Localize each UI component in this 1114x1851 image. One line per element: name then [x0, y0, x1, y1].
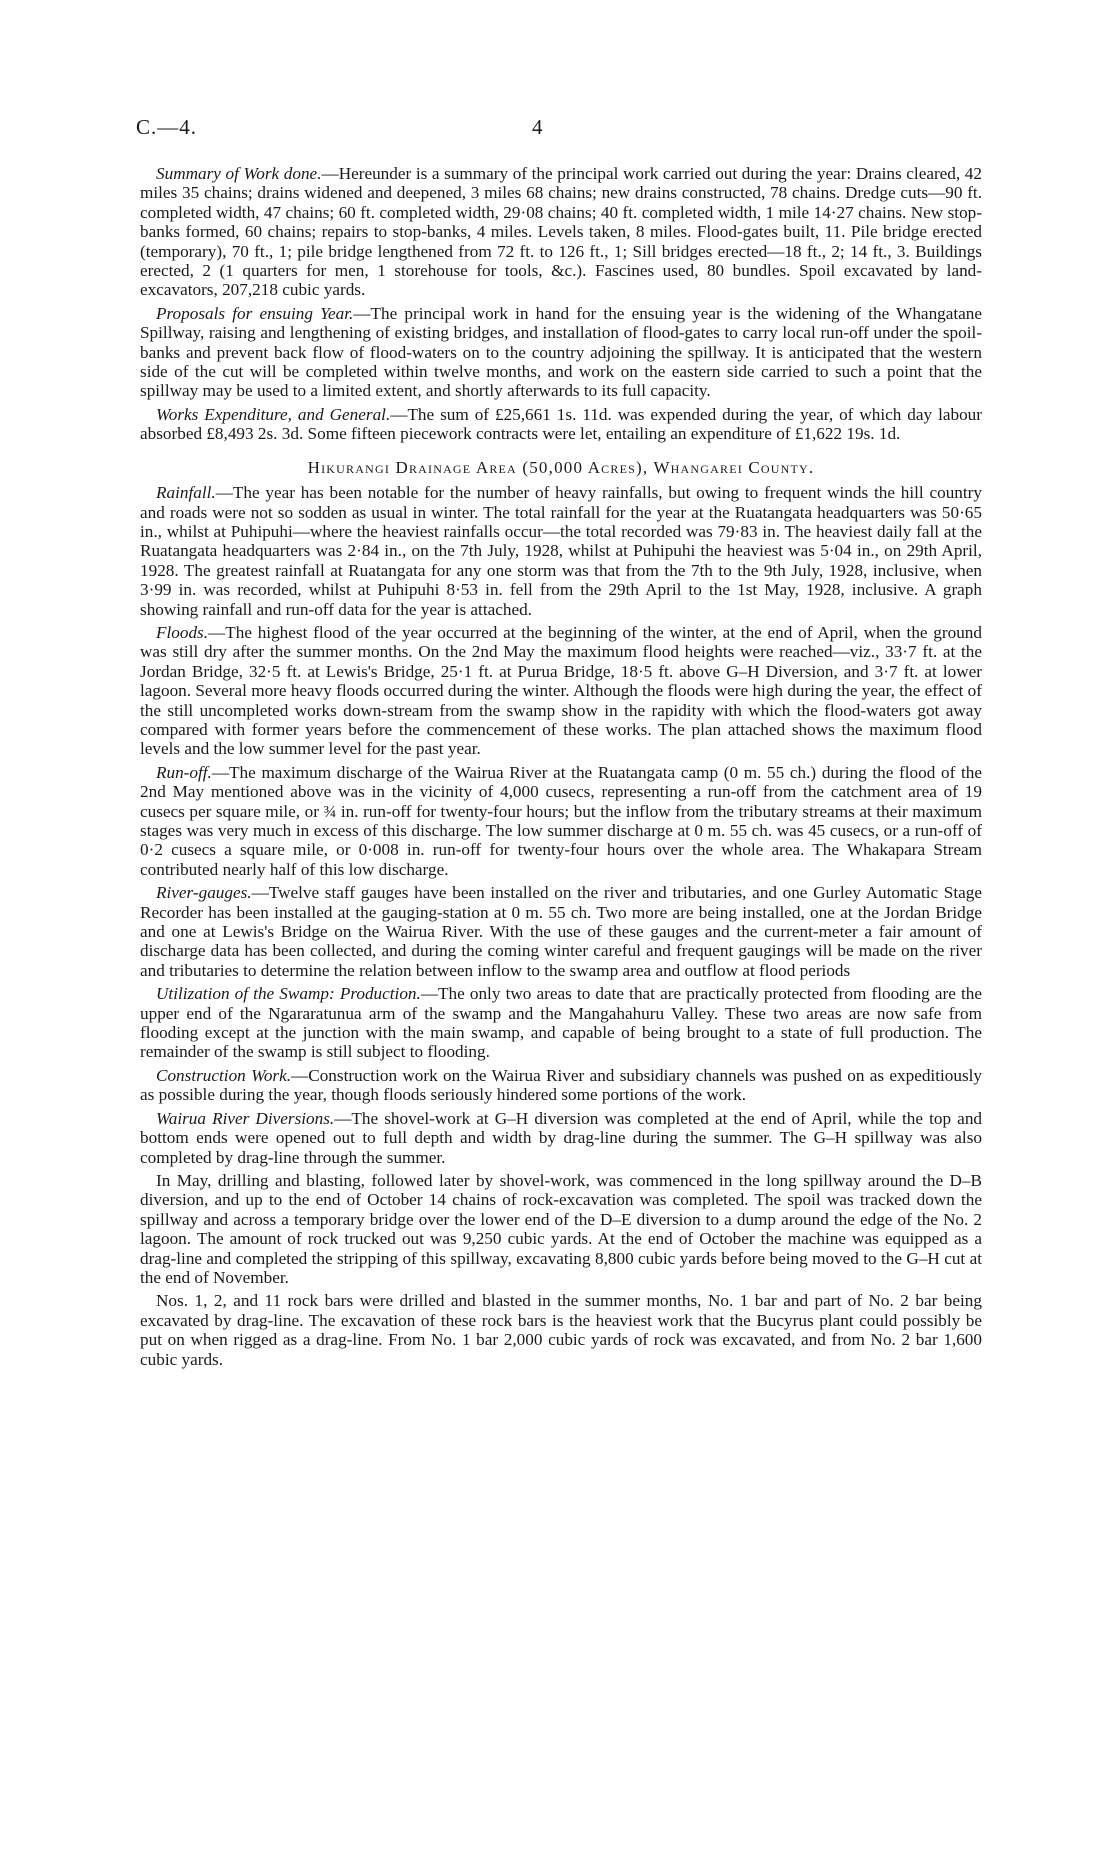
paragraph-floods: [140, 623, 982, 759]
paragraph-title: Wairua River Diversions.: [156, 1108, 335, 1128]
paragraph-body: In May, drilling and blasting, followed later by shovel-work, was commenced in the long spillway around the D–B diversion, and up to the end of October 14 chains of rock-excavation was completed. The spoil was tracked down the spillway and across a temporary bridge over the lower end of the D–E diversion to a dump around the edge of the No. 2 lagoon. The amount of rock trucked out was 9,250 cubic yards. At the end of October the machine was equipped as a drag-line and completed the stripping of this spillway, excavating 8,800 cubic yards before being moved to the G–H cut at the end of November.: [140, 1170, 982, 1287]
paragraph-proposals: [140, 304, 982, 401]
section-top: [140, 164, 982, 444]
paragraph-body: —Construction work on the Wairua River and subsidiary channels was pushed on as expeditiously as possible during the year, though floods seriously hindered some portions of the work.: [140, 1065, 983, 1105]
paragraph-title: River-gauges.: [156, 883, 252, 903]
paragraph-utilization: [140, 984, 982, 1062]
paragraph-title: Works Expenditure, and General.: [156, 404, 391, 424]
paragraph-body: —The shovel-work at G–H diversion was completed at the end of April, while the top and bottom ends were opened out to full depth and width by drag-line during the summer. The G–H spillway was also completed by drag-line through the summer.: [140, 1108, 983, 1167]
paragraph-summary-of-work: [140, 164, 982, 300]
paragraph-title: Run-off.: [156, 762, 212, 782]
paragraph-body: Nos. 1, 2, and 11 rock bars were drilled and blasted in the summer months, No. 1 bar and part of No. 2 bar being excavated by drag-line. The excavation of these rock bars is the heaviest work that the Bucyrus plant could possibly be put on when rigged as a drag-line. From No. 1 bar 2,000 cubic yards of rock was excavated, and from No. 2 bar 1,600 cubic yards.: [140, 1291, 982, 1369]
paragraph-rock-bars: [140, 1291, 982, 1369]
paragraph-river-gauges: [140, 883, 982, 980]
section-heading-hikurangi: Hikurangi Drainage Area (50,000 Acres), Whangarei County.: [307, 457, 815, 477]
paragraph-body: —Twelve staff gauges have been installed on the river and tributaries, and one Gurley Automatic Stage Recorder has been installed at the gauging-station at 0 m. 55 ch. Two more are being installed, one at the Jordan Bridge and one at Lewis's Bridge on the Wairua River. With the use of these gauges and the current-meter a fair amount of discharge data has been collected, and during the coming winter careful and frequent gaugings will be made on the river and tributaries to determine the relation between inflow to the swamp area and outflow at flood periods: [140, 883, 982, 980]
paragraph-spillway-work: [140, 1171, 982, 1287]
page-header: [136, 115, 982, 144]
section-hikurangi: [140, 483, 982, 1369]
document-reference: C.—4.: [136, 115, 198, 139]
paragraph-title: Rainfall.: [156, 483, 216, 503]
paragraph-title: Floods.: [156, 622, 209, 642]
paragraph-body: —The principal work in hand for the ensuing year is the widening of the Whangatane Spillway, raising and lengthening of existing bridges, and installation of flood-gates to carry local run-off under the spoil-banks and prevent back flow of flood-waters on to the country adjoining the spillway. It is anticipated that the western side of the cut will be completed within twelve months, and work on the eastern side carried to such a point that the spillway may be used to a limited extent, and shortly afterwards to its full capacity.: [140, 303, 983, 401]
paragraph-wairua-diversions: [140, 1109, 982, 1167]
paragraph-body: —The sum of £25,661 1s. 11d. was expended during the year, of which day labour absorbed £8,493 2s. 3d. Some fifteen piecework contracts were let, entailing an expenditure of £1,622 19s. 1d.: [140, 404, 982, 444]
paragraph-run-off: [140, 763, 982, 879]
paragraph-title: Summary of Work done.: [156, 164, 322, 183]
paragraph-rainfall: [140, 483, 982, 619]
paragraph-body: —The highest flood of the year occurred at the beginning of the winter, at the end of April, when the ground was still dry after the summer months. On the 2nd May the maximum flood heights were reached—viz., 33·7 ft. at the Jordan Bridge, 32·5 ft. at Lewis's Bridge, 25·1 ft. at Purua Bridge, 18·5 ft. above G–H Diversion, and 3·7 ft. at lower lagoon. Several more heavy floods occurred during the winter. Although the floods were high during the year, the effect of the still uncompleted works down-stream from the swamp show in the rapidity with which the flood-waters got away compared with former years before the commencement of these works. The plan attached shows the maximum flood levels and the low summer level for the past year.: [140, 622, 982, 759]
paragraph-body: —The year has been notable for the number of heavy rainfalls, but owing to frequent winds the hill country and roads were not so sodden as usual in winter. The total rainfall for the year at the Ruatangata headquarters was 50·65 in., whilst at Puhipuhi—where the heaviest rainfalls occur—the total recorded was 79·83 in. The heaviest daily fall at the Ruatangata headquarters was 2·84 in., on the 7th July, 1928, whilst at Puhipuhi the heaviest was 5·04 in., on 29th April, 1928. The greatest rainfall at Ruatangata for any one storm was that from the 7th to the 9th July, 1928, inclusive, when 3·99 in. was recorded, whilst at Puhipuhi 8·53 in. fell from the 29th April to the 1st May, 1928, inclusive. A graph showing rainfall and run-off data for the year is attached.: [140, 483, 982, 619]
page-number: 4: [532, 115, 543, 139]
paragraph-body: —Hereunder is a summary of the principal work carried out during the year: Drains cleared, 42 miles 35 chains; drains widened and deepened, 3 miles 68 chains; new drains constructed, 78 chains. Dredge cuts—90 ft. completed width, 47 chains; 60 ft. completed width, 29·08 chains; 40 ft. completed width, 1 mile 14·27 chains. New stop-banks formed, 60 chains; repairs to stop-banks, 4 miles. Levels taken, 8 miles. Flood-gates built, 11. Pile bridge erected (temporary), 70 ft., 1; pile bridge lengthened from 72 ft. to 126 ft., 1; Sill bridges erected—18 ft., 2; 14 ft., 3. Buildings erected, 2 (1 quarters for men, 1 storehouse for tools, &c.). Fascines used, 80 bundles. Spoil excavated by land-excavators, 207,218 cubic yards.: [140, 164, 982, 300]
paragraph-title: Proposals for ensuing Year.: [156, 303, 354, 323]
paragraph-body: —The maximum discharge of the Wairua River at the Ruatangata camp (0 m. 55 ch.) during the flood of the 2nd May mentioned above was in the vicinity of 4,000 cusecs, representing a run-off from the catchment area of 19 cusecs per square mile, or ¾ in. run-off for twenty-four hours; but the inflow from the tributary streams at their maximum stages was very much in excess of this discharge. The low summer discharge at 0 m. 55 ch. was 45 cusecs, or a run-off of 0·2 cusecs a square mile, or 0·008 in. run-off for twenty-four hours over the whole area. The Whakapara Stream contributed nearly half of this low discharge.: [140, 762, 982, 879]
paragraph-works-expenditure: [140, 405, 982, 444]
paragraph-construction-work: [140, 1066, 982, 1105]
paragraph-body: —The only two areas to date that are practically protected from flooding are the upper end of the Ngararatunua arm of the swamp and the Mangahahuru Valley. These two areas are now safe from flooding except at the junction with the main swamp, and capable of being brought to a state of full production. The remainder of the swamp is still subject to flooding.: [140, 984, 982, 1062]
paragraph-title: Construction Work.: [156, 1065, 292, 1085]
paragraph-title: Utilization of the Swamp: Production.: [156, 984, 421, 1004]
